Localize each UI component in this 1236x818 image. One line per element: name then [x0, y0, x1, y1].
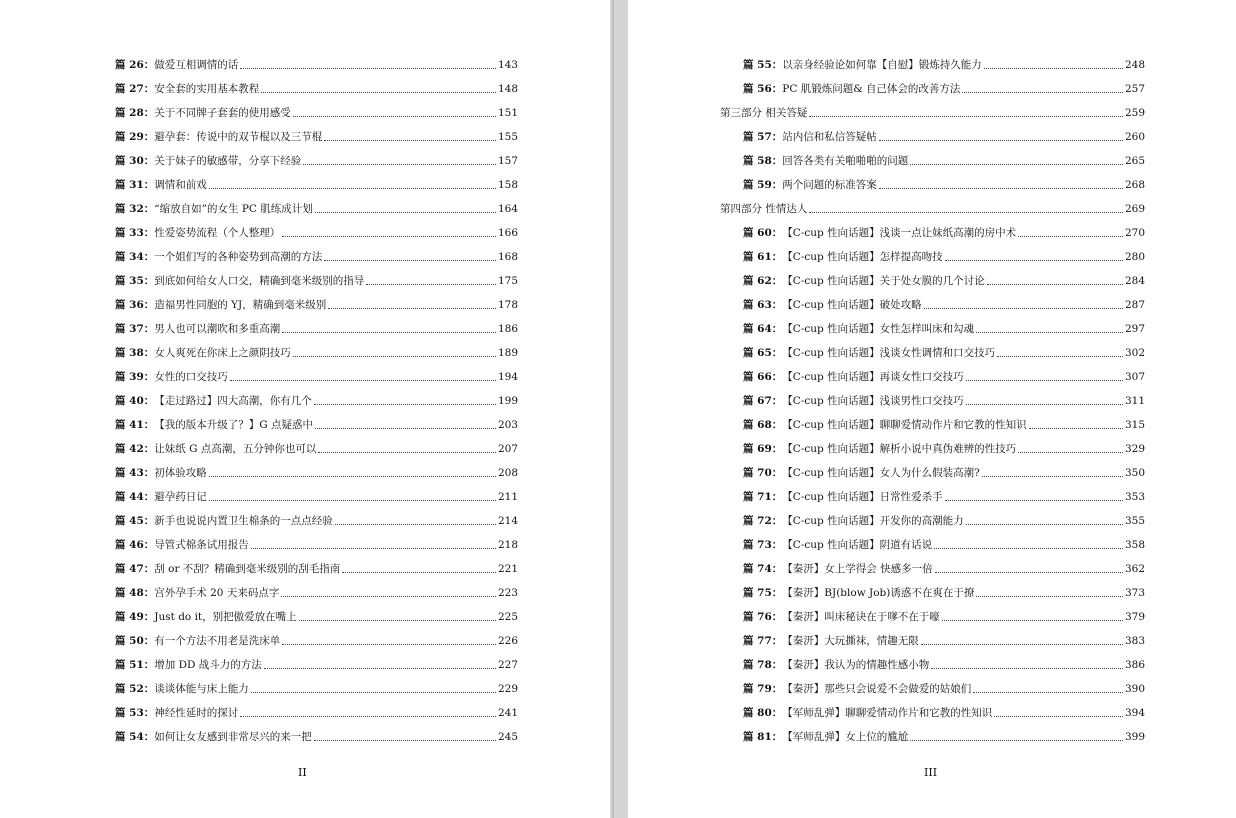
toc-entry-label: 篇 66： [743, 371, 783, 383]
dot-leader [934, 548, 1123, 549]
toc-entry-label: 篇 38： [115, 347, 155, 359]
toc-entry[interactable] [115, 104, 518, 120]
toc-entry-page: 189 [497, 347, 518, 359]
toc-entry-title: 新手也说说内置卫生棉条的一点点经验 [154, 515, 333, 527]
dot-leader [240, 68, 496, 69]
toc-entry[interactable] [743, 56, 1145, 72]
toc-entry-page: 199 [497, 395, 518, 407]
toc-entry-label: 篇 54： [115, 731, 155, 743]
toc-entry-label: 篇 55： [743, 59, 783, 71]
toc-entry-page: 207 [497, 443, 518, 455]
toc-entry-label: 篇 28： [115, 107, 155, 119]
toc-entry-title: 【C-cup 性向话题】女性怎样叫床和勾魂 [782, 323, 975, 335]
toc-entry[interactable] [115, 704, 518, 720]
dot-leader [209, 476, 496, 477]
toc-entry-page: 223 [497, 587, 518, 599]
toc-entry[interactable] [115, 728, 518, 744]
toc-entry-page: 194 [497, 371, 518, 383]
toc-entry[interactable] [115, 560, 518, 576]
toc-entry-label: 篇 78： [743, 659, 783, 671]
dot-leader [240, 716, 496, 717]
toc-entry-label: 篇 31： [115, 179, 155, 191]
toc-entry-label: 篇 77： [743, 635, 783, 647]
toc-entry-title: 男人也可以潮吹和多重高潮 [154, 323, 281, 335]
toc-entry[interactable] [743, 128, 1145, 144]
toc-entry-label: 篇 27： [115, 83, 155, 95]
toc-entry-title: 让妹纸 G 点高潮，五分钟你也可以 [154, 443, 317, 455]
toc-entry-page: 221 [497, 563, 518, 575]
toc-entry-title: 【C-cup 性向话题】破处攻略 [782, 299, 922, 311]
toc-entry-label: 篇 50： [115, 635, 155, 647]
dot-leader [335, 524, 496, 525]
dot-leader [314, 404, 496, 405]
toc-entry-title: 【C-cup 性向话题】阴道有话说 [782, 539, 933, 551]
dot-leader [251, 692, 496, 693]
toc-entry[interactable] [743, 608, 1145, 624]
toc-entry-label: 篇 41： [115, 419, 155, 431]
toc-entry-label: 篇 39： [115, 371, 155, 383]
toc-entry[interactable] [115, 656, 518, 672]
toc-entry[interactable] [743, 512, 1145, 528]
toc-entry-title: 避孕套：传说中的双节棍以及三节棍 [154, 131, 323, 143]
toc-entry-label: 篇 33： [115, 227, 155, 239]
toc-entry-page: 383 [1124, 635, 1145, 647]
toc-entry-title: 回答各类有关啪啪啪的问题 [782, 155, 909, 167]
toc-entry-title: 【C-cup 性向话题】聊聊爱情动作片和它教的性知识 [782, 419, 1027, 431]
toc-entry[interactable] [115, 464, 518, 480]
toc-entry-page: 362 [1124, 563, 1145, 575]
toc-entry[interactable] [115, 128, 518, 144]
toc-entry-page: 284 [1124, 275, 1145, 287]
toc-entry[interactable] [115, 368, 518, 384]
dot-leader [973, 692, 1123, 693]
toc-entry-page: 390 [1124, 683, 1145, 695]
toc-entry-label: 篇 68： [743, 419, 783, 431]
toc-entry-label: 篇 53： [115, 707, 155, 719]
toc-entry-page: 260 [1124, 131, 1145, 143]
page-number-right: III [924, 766, 938, 779]
toc-entry-label: 篇 43： [115, 467, 155, 479]
toc-entry-page: 148 [497, 83, 518, 95]
toc-entry-page: 214 [497, 515, 518, 527]
toc-entry-title: 有一个方法不用老是洗床单 [154, 635, 281, 647]
toc-entry-label: 篇 36： [115, 299, 155, 311]
toc-entry[interactable] [743, 656, 1145, 672]
toc-entry-title: 【秦汧】大玩撕袜，情趣无限 [782, 635, 919, 647]
toc-entry-label: 篇 34： [115, 251, 155, 263]
dot-leader [945, 500, 1123, 501]
toc-entry-title: 两个问题的标准答案 [782, 179, 877, 191]
toc-entry-page: 302 [1124, 347, 1145, 359]
toc-entry[interactable] [743, 632, 1145, 648]
toc-entry-page: 208 [497, 467, 518, 479]
dot-leader [1018, 452, 1123, 453]
toc-entry-page: 164 [497, 203, 518, 215]
toc-entry-page: 241 [497, 707, 518, 719]
toc-entry[interactable] [743, 344, 1145, 360]
toc-entry-title: 【C-cup 性向话题】关于处女膜的几个讨论 [782, 275, 985, 287]
toc-entry-page: 229 [497, 683, 518, 695]
dot-leader [924, 308, 1123, 309]
toc-entry[interactable] [743, 368, 1145, 384]
dot-leader [261, 92, 496, 93]
toc-entry-title: 安全套的实用基本教程 [154, 83, 260, 95]
toc-entry-title: 宫外孕手术 20 天来码点字 [154, 587, 280, 599]
toc-entry-page: 168 [497, 251, 518, 263]
dot-leader [324, 260, 496, 261]
toc-entry-page: 297 [1124, 323, 1145, 335]
dot-leader [293, 356, 496, 357]
toc-entry-page: 353 [1124, 491, 1145, 503]
toc-entry-label: 篇 49： [115, 611, 155, 623]
toc-entry-label: 篇 74： [743, 563, 783, 575]
toc-entry-label: 篇 26： [115, 59, 155, 71]
toc-entry-page: 245 [497, 731, 518, 743]
toc-entry-title: PC 肌锻炼问题& 自己体会的改善方法 [782, 83, 961, 95]
toc-entry-label: 篇 71： [743, 491, 783, 503]
toc-entry-label: 篇 51： [115, 659, 155, 671]
left-page [0, 0, 610, 818]
toc-entry-label: 篇 72： [743, 515, 783, 527]
dot-leader [282, 236, 496, 237]
dot-leader [315, 428, 496, 429]
dot-leader [879, 140, 1123, 141]
toc-entry-title: 站内信和私信答疑帖 [782, 131, 877, 143]
toc-entry-page: 386 [1124, 659, 1145, 671]
toc-entry-label: 篇 64： [743, 323, 783, 335]
dot-leader [315, 212, 496, 213]
toc-entry-page: 307 [1124, 371, 1145, 383]
toc-entry-label: 篇 63： [743, 299, 783, 311]
toc-entry[interactable] [115, 296, 518, 312]
dot-leader [281, 596, 496, 597]
toc-entry-page: 218 [497, 539, 518, 551]
toc-entry-title: 做爱互相调情的话 [154, 59, 239, 71]
toc-entry-title: 【C-cup 性向话题】解析小说中真伪难辨的性技巧 [782, 443, 1017, 455]
toc-entry-page: 358 [1124, 539, 1145, 551]
toc-entry-page: 379 [1124, 611, 1145, 623]
toc-entry-label: 篇 57： [743, 131, 783, 143]
toc-entry-title: 女性的口交技巧 [154, 371, 228, 383]
dot-leader [230, 380, 496, 381]
dot-leader [966, 404, 1123, 405]
toc-entry-label: 篇 69： [743, 443, 783, 455]
toc-entry-label: 篇 73： [743, 539, 783, 551]
toc-entry-label: 篇 29： [115, 131, 155, 143]
dot-leader [318, 452, 496, 453]
toc-entry-label: 篇 67： [743, 395, 783, 407]
toc-entry-page: 311 [1124, 395, 1145, 407]
toc-entry-title: 【C-cup 性向话题】日常性爱杀手 [782, 491, 943, 503]
toc-entry-label: 篇 42： [115, 443, 155, 455]
toc-entry[interactable] [743, 80, 1145, 96]
toc-entry-label: 篇 48： [115, 587, 155, 599]
toc-entry[interactable] [115, 416, 518, 432]
toc-entry-title: 【我的版本升级了？】G 点疑惑中 [154, 419, 314, 431]
toc-entry-page: 265 [1124, 155, 1145, 167]
toc-entry-page: 143 [497, 59, 518, 71]
toc-entry-page: 226 [497, 635, 518, 647]
toc-entry-page: 211 [497, 491, 518, 503]
toc-entry-title: 初体验攻略 [154, 467, 207, 479]
toc-entry[interactable] [720, 104, 1145, 120]
toc-entry[interactable] [115, 152, 518, 168]
toc-entry[interactable] [115, 344, 518, 360]
dot-leader [976, 596, 1123, 597]
toc-entry-page: 280 [1124, 251, 1145, 263]
toc-entry[interactable] [720, 200, 1145, 216]
toc-entry-page: 270 [1124, 227, 1145, 239]
toc-entry-label: 篇 30： [115, 155, 155, 167]
toc-entry-title: 【秦汧】叫床秘诀在于嗲不在于嚎 [782, 611, 940, 623]
toc-entry[interactable] [115, 320, 518, 336]
toc-entry[interactable] [115, 176, 518, 192]
dot-leader [366, 284, 496, 285]
toc-entry-label: 篇 44： [115, 491, 155, 503]
toc-entry[interactable] [743, 224, 1145, 240]
toc-entry-page: 227 [497, 659, 518, 671]
dot-leader [984, 68, 1123, 69]
toc-entry[interactable] [115, 488, 518, 504]
dot-leader [962, 92, 1123, 93]
dot-leader [282, 644, 496, 645]
toc-entry-title: 导管式棉条试用报告 [154, 539, 249, 551]
dot-leader [1029, 428, 1123, 429]
toc-entry-title: 【军师乱弹】聊聊爱情动作片和它教的性知识 [782, 707, 993, 719]
toc-entry-title: 性爱姿势流程（个人整理） [154, 227, 281, 239]
toc-entry-title: 调情和前戏 [154, 179, 207, 191]
toc-entry-page: 203 [497, 419, 518, 431]
toc-entry-label: 篇 81： [743, 731, 783, 743]
toc-entry-label: 篇 60： [743, 227, 783, 239]
toc-entry-page: 355 [1124, 515, 1145, 527]
toc-entry-label: 篇 76： [743, 611, 783, 623]
dot-leader [299, 620, 496, 621]
toc-entry-label: 篇 80： [743, 707, 783, 719]
dot-leader [1018, 236, 1123, 237]
toc-entry-label: 篇 75： [743, 587, 783, 599]
dot-leader [942, 620, 1123, 621]
toc-entry-label: 篇 52： [115, 683, 155, 695]
dot-leader [809, 212, 1123, 213]
dot-leader [976, 332, 1123, 333]
toc-entry-title: 增加 DD 战斗力的方法 [154, 659, 262, 671]
toc-entry-title: 【C-cup 性向话题】浅谈女性调情和口交技巧 [782, 347, 996, 359]
dot-leader [209, 500, 496, 501]
toc-entry-page: 157 [497, 155, 518, 167]
toc-entry-page: 259 [1124, 107, 1145, 119]
toc-entry[interactable] [115, 392, 518, 408]
toc-entry-label: 篇 45： [115, 515, 155, 527]
toc-entry-page: 186 [497, 323, 518, 335]
dot-leader [879, 188, 1123, 189]
toc-entry-title: 一个姐们写的各种姿势到高潮的方法 [154, 251, 323, 263]
toc-entry[interactable] [743, 728, 1145, 744]
toc-entry-title: 到底如何给女人口交，精确到毫米级别的指导 [154, 275, 365, 287]
toc-entry-title: 关于不同牌子套套的使用感受 [154, 107, 291, 119]
toc-entry[interactable] [743, 392, 1145, 408]
toc-entry[interactable] [743, 320, 1145, 336]
dot-leader [342, 572, 496, 573]
page-divider [612, 0, 614, 818]
toc-entry-page: 399 [1124, 731, 1145, 743]
toc-entry[interactable] [115, 80, 518, 96]
dot-leader [251, 548, 496, 549]
dot-leader [282, 332, 496, 333]
dot-leader [264, 668, 496, 669]
toc-entry-title: 【走过路过】四大高潮，你有几个 [154, 395, 312, 407]
toc-entry-page: 329 [1124, 443, 1145, 455]
toc-entry-page: 178 [497, 299, 518, 311]
toc-entry-title: 【C-cup 性向话题】再谈女性口交技巧 [782, 371, 964, 383]
toc-entry-page: 315 [1124, 419, 1145, 431]
toc-entry-label: 篇 56： [743, 83, 783, 95]
toc-entry-title: 【C-cup 性向话题】开发你的高潮能力 [782, 515, 964, 527]
dot-leader [293, 116, 496, 117]
toc-entry-title: 造福男性同胞的 YJ，精确到毫米级别 [154, 299, 327, 311]
dot-leader [303, 164, 496, 165]
page-number-left: II [298, 766, 307, 779]
toc-entry-page: 248 [1124, 59, 1145, 71]
toc-entry[interactable] [115, 200, 518, 216]
toc-entry-title: 【秦汧】BJ(blow Job)诱惑不在爽在于撩 [782, 587, 975, 599]
toc-entry[interactable] [743, 248, 1145, 264]
toc-entry-label: 篇 40： [115, 395, 155, 407]
dot-leader [910, 740, 1123, 741]
toc-entry-label: 篇 47： [115, 563, 155, 575]
toc-entry-page: 225 [497, 611, 518, 623]
dot-leader [209, 188, 496, 189]
dot-leader [910, 164, 1123, 165]
toc-entry[interactable] [115, 608, 518, 624]
right-page [628, 0, 1236, 818]
toc-entry-title: 【C-cup 性向话题】女人为什么假装高潮? [782, 467, 980, 479]
toc-section-title: 第三部分 相关答疑 [720, 107, 808, 119]
toc-entry-page: 257 [1124, 83, 1145, 95]
toc-entry-title: 关于妹子的敏感带，分享下经验 [154, 155, 302, 167]
toc-entry[interactable] [743, 296, 1145, 312]
toc-entry[interactable] [743, 704, 1145, 720]
toc-entry-title: 如何让女友感到非常尽兴的来一把 [154, 731, 312, 743]
toc-entry-title: 【秦汧】女上学得会 快感多一倍 [782, 563, 933, 575]
toc-entry-page: 155 [497, 131, 518, 143]
dot-leader [314, 740, 496, 741]
toc-entry-title: 以亲身经验论如何靠【自慰】锻炼持久能力 [782, 59, 982, 71]
toc-entry[interactable] [115, 584, 518, 600]
toc-entry[interactable] [743, 536, 1145, 552]
toc-entry[interactable] [115, 56, 518, 72]
toc-entry-label: 篇 32： [115, 203, 155, 215]
toc-entry-title: 谈谈体能与床上能力 [154, 683, 249, 695]
toc-section-title: 第四部分 性情达人 [720, 203, 808, 215]
dot-leader [328, 308, 496, 309]
dot-leader [966, 524, 1123, 525]
toc-entry-page: 151 [497, 107, 518, 119]
toc-entry[interactable] [743, 152, 1145, 168]
toc-entry-title: 【C-cup 性向话题】浅谈男性口交技巧 [782, 395, 964, 407]
toc-entry-label: 篇 70： [743, 467, 783, 479]
toc-entry-title: 刮 or 不刮？精确到毫米级别的刮毛指南 [154, 563, 341, 575]
toc-entry-page: 175 [497, 275, 518, 287]
toc-entry-title: “缩放自如”的女生 PC 肌练成计划 [154, 203, 313, 215]
toc-entry[interactable] [743, 176, 1145, 192]
toc-entry[interactable] [115, 224, 518, 240]
dot-leader [987, 284, 1123, 285]
dot-leader [994, 716, 1123, 717]
toc-entry[interactable] [743, 488, 1145, 504]
toc-entry-label: 篇 61： [743, 251, 783, 263]
dot-leader [935, 572, 1123, 573]
toc-entry-page: 373 [1124, 587, 1145, 599]
toc-entry-label: 篇 58： [743, 155, 783, 167]
toc-entry-page: 350 [1124, 467, 1145, 479]
dot-leader [982, 476, 1123, 477]
toc-entry-title: 【C-cup 性向话题】浅谈一点让妹纸高潮的房中术 [782, 227, 1017, 239]
dot-leader [966, 380, 1123, 381]
toc-entry[interactable] [115, 248, 518, 264]
toc-entry-title: 【秦汧】那些只会说爱不会做爱的姑娘们 [782, 683, 972, 695]
toc-entry-page: 287 [1124, 299, 1145, 311]
toc-entry-page: 394 [1124, 707, 1145, 719]
dot-leader [997, 356, 1123, 357]
toc-entry-title: Just do it，别把傲爱放在嘴上 [154, 611, 297, 623]
toc-entry-title: 【秦汧】我认为的情趣性感小物 [782, 659, 930, 671]
toc-entry-page: 158 [497, 179, 518, 191]
dot-leader [945, 260, 1123, 261]
dot-leader [921, 644, 1123, 645]
dot-leader [809, 116, 1123, 117]
toc-entry-label: 篇 62： [743, 275, 783, 287]
toc-entry[interactable] [115, 272, 518, 288]
toc-entry[interactable] [743, 560, 1145, 576]
toc-entry-label: 篇 59： [743, 179, 783, 191]
toc-entry[interactable] [743, 272, 1145, 288]
toc-entry-label: 篇 65： [743, 347, 783, 359]
dot-leader [931, 668, 1123, 669]
toc-entry-title: 避孕药日记 [154, 491, 207, 503]
toc-entry-label: 篇 35： [115, 275, 155, 287]
toc-entry[interactable] [743, 416, 1145, 432]
toc-entry-title: 女人爽死在你床上之颜阴技巧 [154, 347, 291, 359]
toc-entry[interactable] [743, 584, 1145, 600]
toc-entry[interactable] [743, 464, 1145, 480]
toc-entry[interactable] [115, 680, 518, 696]
dot-leader [324, 140, 496, 141]
toc-entry-title: 神经性延时的探讨 [154, 707, 239, 719]
toc-entry[interactable] [115, 632, 518, 648]
toc-entry-label: 篇 79： [743, 683, 783, 695]
toc-entry[interactable] [115, 536, 518, 552]
toc-entry-label: 篇 46： [115, 539, 155, 551]
toc-entry[interactable] [743, 680, 1145, 696]
toc-entry-page: 166 [497, 227, 518, 239]
toc-entry[interactable] [743, 440, 1145, 456]
toc-entry[interactable] [115, 440, 518, 456]
toc-entry[interactable] [115, 512, 518, 528]
toc-entry-page: 269 [1124, 203, 1145, 215]
toc-entry-label: 篇 37： [115, 323, 155, 335]
toc-entry-title: 【C-cup 性向话题】怎样提高吻技 [782, 251, 943, 263]
toc-entry-title: 【军师乱弹】女上位的尴尬 [782, 731, 909, 743]
toc-entry-page: 268 [1124, 179, 1145, 191]
